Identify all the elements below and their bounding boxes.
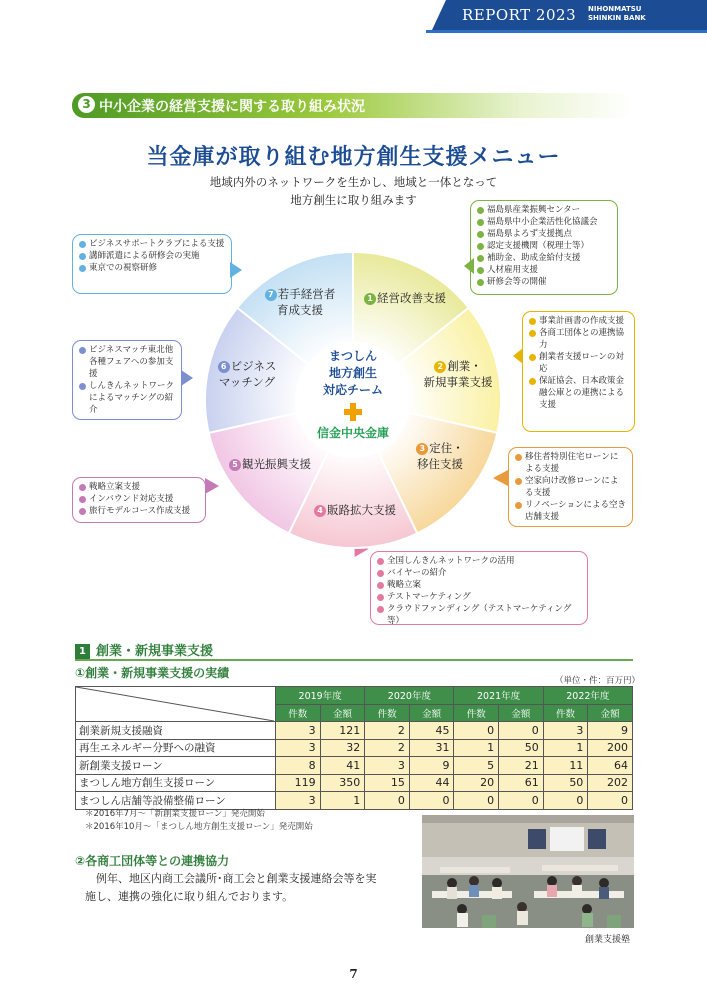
- segment-number-5: 5: [229, 459, 241, 471]
- row-label: まつしん地方創生支援ローン: [76, 774, 276, 792]
- seminar-photo: [422, 815, 634, 928]
- callout-item: 人材雇用支援: [477, 264, 611, 276]
- amount-cell: 202: [588, 774, 633, 792]
- callout-item: 認定支援機関（税理士等）: [477, 240, 611, 252]
- callout-item: 東京での視察研修: [79, 262, 225, 274]
- row-label: 再生エネルギー分野への融資: [76, 739, 276, 757]
- count-cell: 3: [275, 792, 320, 810]
- amount-cell: 0: [499, 792, 544, 810]
- divider: [75, 659, 633, 661]
- callout-item: リノベーションによる空き店舗支援: [515, 499, 626, 523]
- header-stripe: [426, 30, 707, 33]
- table-row: [76, 739, 633, 757]
- callout-item: 各商工団体との連携協力: [529, 327, 628, 351]
- center-team-label: [303, 348, 403, 399]
- subtitle-line2: 地方創生に取り組みます: [290, 193, 417, 207]
- segment-text-6b: マッチング: [218, 375, 276, 389]
- bank-name-line1: NIHONMATSU: [588, 5, 642, 13]
- count-cell: 2: [365, 739, 410, 757]
- count-cell: 119: [275, 774, 320, 792]
- amount-header: 金額: [588, 704, 633, 722]
- segment-label-1: [355, 290, 455, 306]
- amount-cell: 31: [409, 739, 454, 757]
- callout-item: ビジネスマッチ東北他各種フェアへの参加支援: [79, 344, 175, 380]
- count-header: 件数: [365, 704, 410, 722]
- amount-header: 金額: [320, 704, 365, 722]
- count-cell: 0: [543, 792, 588, 810]
- callout-item: ビジネスサポートクラブによる支援: [79, 238, 225, 250]
- count-cell: 0: [454, 722, 499, 740]
- count-cell: 3: [275, 739, 320, 757]
- section-title: 中小企業の経営支援に関する取り組み状況: [99, 99, 365, 115]
- count-cell: 3: [543, 722, 588, 740]
- amount-cell: 64: [588, 757, 633, 775]
- table-corner: [76, 687, 276, 722]
- row-label: 新創業支援ローン: [76, 757, 276, 775]
- callout-item: バイヤーの紹介: [377, 567, 581, 579]
- count-cell: 15: [365, 774, 410, 792]
- amount-cell: 0: [499, 722, 544, 740]
- amount-cell: 0: [588, 792, 633, 810]
- callout-item: 保証協会、日本政策金融公庫との連携による支援: [529, 375, 628, 411]
- row-label: 創業新規支援融資: [76, 722, 276, 740]
- amount-header: 金額: [409, 704, 454, 722]
- segment-label-7: [250, 286, 350, 318]
- callout-settlement: [508, 447, 633, 527]
- segment-text-5: 観光振興支援: [242, 457, 311, 471]
- unit-note: （単位・件：百万円）: [555, 676, 641, 686]
- callout-item: 講師派遣による研修会の実施: [79, 250, 225, 262]
- year-header: 2019年度: [275, 687, 364, 705]
- center-line3: 対応チーム: [322, 383, 383, 397]
- segment-text-1: 経営改善支援: [377, 291, 446, 305]
- callout-item: しんきんネットワークによるマッチングの紹介: [79, 380, 175, 416]
- callout-item: 研修会等の開催: [477, 276, 611, 288]
- callout-matching: [72, 340, 182, 420]
- subtitle-line1: 地域内外のネットワークを生かし、地域と一体となって: [209, 175, 498, 189]
- subsection-number: 1: [75, 644, 90, 659]
- report-year: REPORT 2023: [462, 6, 577, 24]
- amount-cell: 1: [320, 792, 365, 810]
- callout-tail: [513, 348, 523, 364]
- segment-label-6: [207, 358, 287, 390]
- amount-cell: 9: [588, 722, 633, 740]
- count-cell: 2: [365, 722, 410, 740]
- callout-item: 全国しんきんネットワークの活用: [377, 555, 581, 567]
- amount-cell: 50: [499, 739, 544, 757]
- count-cell: 3: [365, 757, 410, 775]
- page-number: 7: [349, 967, 358, 981]
- segment-number-7: 7: [265, 289, 277, 301]
- callout-item: クラウドファンディング（テストマーケティング等）: [377, 603, 581, 627]
- callout-item: テストマーケティング: [377, 591, 581, 603]
- year-header: 2021年度: [454, 687, 543, 705]
- year-header: 2020年度: [365, 687, 454, 705]
- center-line1: まつしん: [328, 349, 377, 363]
- callout-tourism: [72, 477, 206, 523]
- segment-label-5: [215, 456, 325, 472]
- amount-cell: 350: [320, 774, 365, 792]
- segment-text-2a: 創業・: [447, 359, 482, 373]
- callout-item: 移住者特別住宅ローンによる支援: [515, 451, 626, 475]
- row-label: まつしん店舗等設備整備ローン: [76, 792, 276, 810]
- amount-header: 金額: [499, 704, 544, 722]
- callout-item: 福島県中小企業活性化協議会: [477, 216, 611, 228]
- segment-text-2b: 新規事業支援: [423, 375, 493, 389]
- subsection-title: 創業・新規事業支援: [96, 644, 214, 659]
- footnote-1: ＊2016年7月～「新創業支援ローン」発売開始: [85, 809, 265, 819]
- table-row: [76, 722, 633, 740]
- count-header: 件数: [275, 704, 320, 722]
- segment-text-4: 販路拡大支援: [327, 503, 396, 517]
- segment-number-4: 4: [314, 505, 326, 517]
- bank-name-line2: SHINKIN BANK: [588, 14, 646, 22]
- coop-paragraph: 例年、地区内商工会議所･商工会と創業支援連絡会等を実施し、連携の強化に取り組んでおります。: [85, 872, 377, 903]
- amount-cell: 0: [409, 792, 454, 810]
- photo-caption: 創業支援塾: [585, 935, 631, 945]
- plus-icon: [343, 402, 363, 422]
- count-cell: 1: [543, 739, 588, 757]
- segment-label-4: [300, 502, 410, 518]
- callout-startup: [522, 311, 635, 432]
- count-cell: 50: [543, 774, 588, 792]
- bank-name: [588, 5, 648, 23]
- count-cell: 8: [275, 757, 320, 775]
- subsection-heading: [75, 640, 213, 659]
- amount-cell: 121: [320, 722, 365, 740]
- table-row: [76, 757, 633, 775]
- table-heading: ①創業・新規事業支援の実績: [75, 666, 230, 680]
- segment-text-7b: 育成支援: [277, 303, 323, 317]
- segment-number-6: 6: [218, 361, 230, 373]
- amount-cell: 9: [409, 757, 454, 775]
- amount-cell: 200: [588, 739, 633, 757]
- callout-item: 戦略立案: [377, 579, 581, 591]
- count-cell: 5: [454, 757, 499, 775]
- page-title: 当金庫が取り組む地方創生支援メニュー: [146, 145, 561, 170]
- segment-text-3a: 定住・: [429, 441, 464, 455]
- amount-cell: 44: [409, 774, 454, 792]
- corner-diagonal: [76, 687, 274, 721]
- segment-number-1: 1: [364, 293, 376, 305]
- segment-text-7a: 若手経営者: [277, 287, 336, 301]
- amount-cell: 21: [499, 757, 544, 775]
- callout-item: 福島県よろず支援拠点: [477, 228, 611, 240]
- count-cell: 0: [365, 792, 410, 810]
- callout-item: 福島県産業振興センター: [477, 204, 611, 216]
- count-cell: 3: [275, 722, 320, 740]
- callout-item: 旅行モデルコース作成支援: [79, 505, 199, 517]
- center-line2: 地方創生: [328, 366, 377, 380]
- segment-label-3: [395, 440, 485, 472]
- year-header: 2022年度: [543, 687, 632, 705]
- callout-item: インバウンド対応支援: [79, 493, 199, 505]
- callout-tail: [181, 370, 193, 386]
- segment-text-6a: ビジネス: [230, 359, 277, 373]
- callout-item: 創業者支援ローンの対応: [529, 351, 628, 375]
- section-number: 3: [78, 96, 95, 113]
- count-cell: 0: [454, 792, 499, 810]
- callout-item: 事業計画書の作成支援: [529, 315, 628, 327]
- amount-cell: 61: [499, 774, 544, 792]
- amount-cell: 32: [320, 739, 365, 757]
- segment-number-2: 2: [434, 361, 446, 373]
- count-cell: 11: [543, 757, 588, 775]
- footnote-2: ＊2016年10月～「まつしん地方創生支援ローン」発売開始: [85, 822, 313, 832]
- amount-cell: 45: [409, 722, 454, 740]
- segment-text-3b: 移住支援: [417, 457, 463, 471]
- callout-item: 補助金、助成金給付支援: [477, 252, 611, 264]
- callout-sales: [370, 551, 588, 625]
- count-header: 件数: [543, 704, 588, 722]
- callout-item: 戦略立案支援: [79, 481, 199, 493]
- segment-label-2: [403, 358, 513, 390]
- callout-item: 空家向け改修ローンによる支援: [515, 475, 626, 499]
- count-cell: 1: [454, 739, 499, 757]
- count-header: 件数: [454, 704, 499, 722]
- amount-cell: 41: [320, 757, 365, 775]
- results-table: [75, 686, 633, 810]
- count-cell: 20: [454, 774, 499, 792]
- segment-number-3: 3: [416, 443, 428, 455]
- coop-heading: ②各商工団体等との連携協力: [75, 854, 230, 868]
- partner-label: 信金中央金庫: [316, 426, 389, 440]
- table-row: [76, 774, 633, 792]
